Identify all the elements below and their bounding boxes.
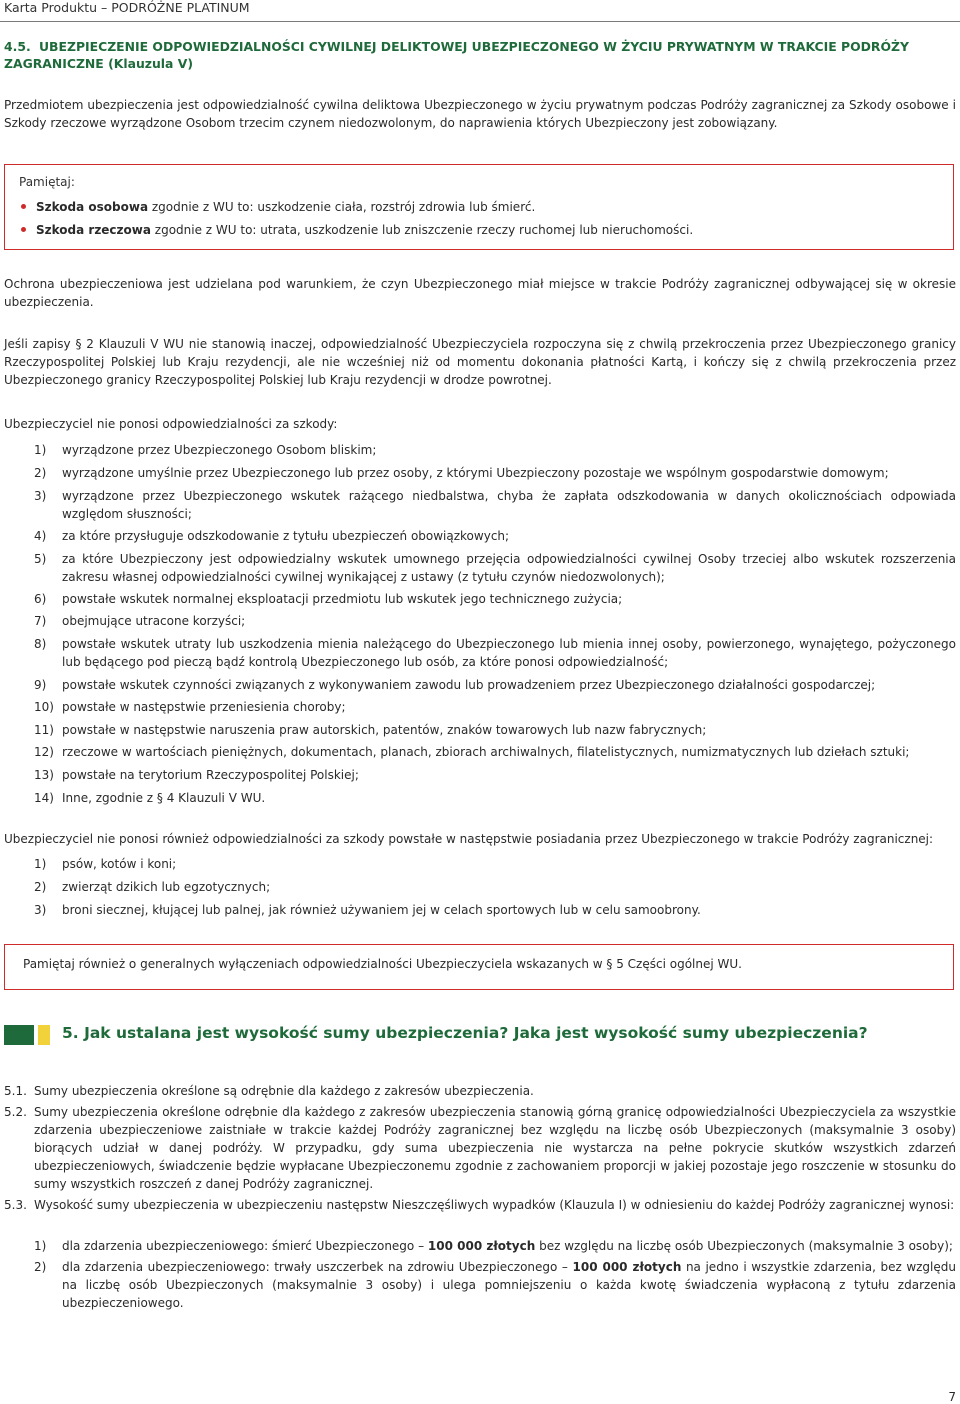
item-text: za które przysługuje odszkodowanie z tytułu ubezpieczeń obowiązkowych; [62,529,510,543]
exclusions-intro: Ubezpieczyciel nie ponosi odpowiedzialności za szkody: [4,417,338,431]
item-text: zwierząt dzikich lub egzotycznych; [62,880,271,894]
item-text: broni siecznej, kłującej lub palnej, jak również używaniem jej w celach sportowych lub w celu samoobrony. [62,903,701,917]
item-text: Sumy ubezpieczenia określone odrębnie dla każdego z zakresów ubezpieczenia stanowią górną granicę odpowiedzialności Ubezpieczyciela za wszystkie zdarzenia ubezpieczeniowe zaistniałe w trakcie każdej Podróży zagranicznej bez względu na liczbę osób Ubezpieczonych (maksymalnie 3 osoby) biorących udział w danej podróży. W przypadku, gdy suma ubezpieczenia nie wystarcza na pełne pokrycie skutków wszystkich zdarzeń ubezpieczeniowych, świadczenie będzie wypłacane Ubezpieczonemu zgodnie z zachowaniem proporcji w jakiej pozostaje jego roszczenie w stosunku do sumy wszystkich roszczeń z danej Podróży zagranicznej. [34,1105,956,1191]
item-number: 13) [34,768,54,782]
section-title-text: UBEZPIECZENIE ODPOWIEDZIALNOŚCI CYWILNEJ DELIKTOWEJ UBEZPIECZONEGO W ŻYCIU PRYWATNYM W TRAKCIE PODRÓŻY ZAGRANICZNE (Klauzula V) [4,39,909,71]
section5-title: 5. Jak ustalana jest wysokość sumy ubezpieczenia? Jaka jest wysokość sumy ubezpieczenia? [62,1024,868,1042]
item-text: Sumy ubezpieczenia określone są odrębnie dla każdego z zakresów ubezpieczenia. [34,1084,534,1098]
item-number: 9) [34,678,47,692]
item-text: powstałe wskutek utraty lub uszkodzenia mienia należącego do Ubezpieczonego lub mienia innej osoby, powierzonego, wynajętego, pożyczonego lub będącego pod pieczą bądź kontrolą Ubezpieczonego lub osób, za które ponosi odpowiedzialność; [62,637,956,669]
item-number: 5.3. [4,1198,27,1212]
bullet-dot [21,227,26,232]
item-number: 1) [34,857,47,871]
item-text-post: bez względu na liczbę osób Ubezpieczonych (maksymalnie 3 osoby); [535,1239,953,1253]
page-number: 7 [948,1390,956,1404]
item-number: 10) [34,700,54,714]
bullet-bold: Szkoda osobowa [36,200,149,214]
item-text: powstałe wskutek normalnej eksploatacji przedmiotu lub wskutek jego technicznego zużycia; [62,592,623,606]
item-number: 3) [34,903,47,917]
item-text: za które Ubezpieczony jest odpowiedzialny wskutek umownego przejęcia odpowiedzialności cywilnej Osoby trzeciej albo wskutek rozszerzenia zakresu własnej odpowiedzialności cywilnej wynikającej z ustawy (z tytułu czynów niedozwolonych); [62,552,956,584]
item-number: 1) [34,1239,47,1253]
item-number: 14) [34,791,54,805]
item-number: 6) [34,592,47,606]
item-number: 5) [34,552,47,566]
item-number: 8) [34,637,47,651]
item-number: 12) [34,745,54,759]
item-number: 5.2. [4,1105,27,1119]
remember-box-2-text: Pamiętaj również o generalnych wyłączeniach odpowiedzialności Ubezpieczyciela wskazanych w § 5 Części ogólnej WU. [23,957,742,971]
exclusions2-intro: Ubezpieczyciel nie ponosi również odpowiedzialności za szkody powstałe w następstwie posiadania przez Ubezpieczonego w trakcie Podróży zagranicznej: [4,832,934,846]
section-title [4,38,958,72]
remember-label: Pamiętaj: [19,175,75,189]
bullet-text: zgodnie z WU to: utrata, uszkodzenie lub zniszczenie rzeczy ruchomej lub nieruchomości. [150,223,694,237]
item-text: psów, kotów i koni; [62,857,177,871]
item-number: 11) [34,723,54,737]
item-text-pre: dla zdarzenia ubezpieczeniowego: trwały uszczerbek na zdrowiu Ubezpieczonego – [62,1260,573,1274]
page-header: Karta Produktu – PODRÓŻNE PLATINUM [4,0,250,15]
item-number: 7) [34,614,47,628]
bullet-bold: Szkoda rzeczowa [36,223,151,237]
item-number: 5.1. [4,1084,27,1098]
section-marker-green [4,1025,34,1045]
item-number: 4) [34,529,47,543]
item-number: 2) [34,880,47,894]
item-amount: 100 000 złotych [572,1260,682,1274]
header-rule [0,21,960,22]
item-number: 2) [34,1260,47,1274]
item-text: Inne, zgodnie z § 4 Klauzuli V WU. [62,791,266,805]
item-text [62,1237,956,1255]
item-text-post: na jedno i wszystkie zdarzenia, bez względu na liczbę osób Ubezpieczonych (maksymalnie 3 osoby) i ulega pomniejszeniu o każda kwotę świadczenia wypłaconą z tytułu zdarzenia ubezpieczeniowego. [62,1260,956,1310]
section-marker-yellow [38,1025,50,1045]
item-text: powstałe w następstwie przeniesienia choroby; [62,700,346,714]
item-number: 2) [34,466,47,480]
intro-paragraph: Przedmiotem ubezpieczenia jest odpowiedzialność cywilna deliktowa Ubezpieczonego w życiu prywatnym podczas Podróży zagranicznej za Szkody osobowe i Szkody rzeczowe wyrządzone Osobom trzecim czynem niedozwolonym, do naprawienia których Ubezpieczony jest zobowiązany. [4,98,956,130]
bullet-dot [21,204,26,209]
bullet-item [21,223,693,237]
bullet-text: zgodnie z WU to: uszkodzenie ciała, rozstrój zdrowia lub śmierć. [148,200,536,214]
item-text [62,1258,956,1312]
section-number: 4.5. [4,39,31,54]
remember-box-2 [4,944,954,990]
bullet-item [21,200,535,214]
remember-box [4,164,954,250]
item-number: 1) [34,443,47,457]
item-text: powstałe wskutek czynności związanych z wykonywaniem zawodu lub prowadzeniem przez Ubezpieczonego działalności gospodarczej; [62,678,876,692]
item-text-pre: dla zdarzenia ubezpieczeniowego: śmierć Ubezpieczonego – [62,1239,428,1253]
item-text: wyrządzone umyślnie przez Ubezpieczonego lub przez osoby, z którymi Ubezpieczony pozostaje we wspólnym gospodarstwie domowym; [62,466,889,480]
item-text: powstałe w następstwie naruszenia praw autorskich, patentów, znaków towarowych lub nazw fabrycznych; [62,723,707,737]
item-text: rzeczowe w wartościach pieniężnych, dokumentach, planach, zbiorach archiwalnych, filatelistycznych, numizmatycznych lub dziełach sztuki; [62,745,910,759]
item-amount: 100 000 złotych [427,1239,536,1253]
item-text: Wysokość sumy ubezpieczenia w ubezpieczeniu następstw Nieszczęśliwych wypadków (Klauzula I) w odniesieniu do każdej Podróży zagranicznej wynosi: [34,1198,955,1212]
item-number: 3) [34,489,47,503]
item-text: wyrządzone przez Ubezpieczonego wskutek rażącego niedbalstwa, chyba że zapłata odszkodowania w danych okolicznościach odpowiada względom słuszności; [62,489,956,521]
liability-paragraph: Jeśli zapisy § 2 Klauzuli V WU nie stanowią inaczej, odpowiedzialność Ubezpieczyciela rozpoczyna się z chwilą przekroczenia przez Ubezpieczonego granicy Rzeczypospolitej Polskiej lub Kraju rezydencji, ale nie wcześniej niż od momentu dokonania płatności Kartą, i kończy się z chwilą przekroczenia przez Ubezpieczonego granicy Rzeczypospolitej Polskiej lub Kraju rezydencji w drodze powrotnej. [4,337,956,387]
protection-paragraph: Ochrona ubezpieczeniowa jest udzielana pod warunkiem, że czyn Ubezpieczonego miał miejsce w trakcie Podróży zagranicznej odbywającej się w okresie ubezpieczenia. [4,277,956,309]
item-text: obejmujące utracone korzyści; [62,614,246,628]
item-text: wyrządzone przez Ubezpieczonego Osobom bliskim; [62,443,377,457]
item-text: powstałe na terytorium Rzeczypospolitej Polskiej; [62,768,359,782]
